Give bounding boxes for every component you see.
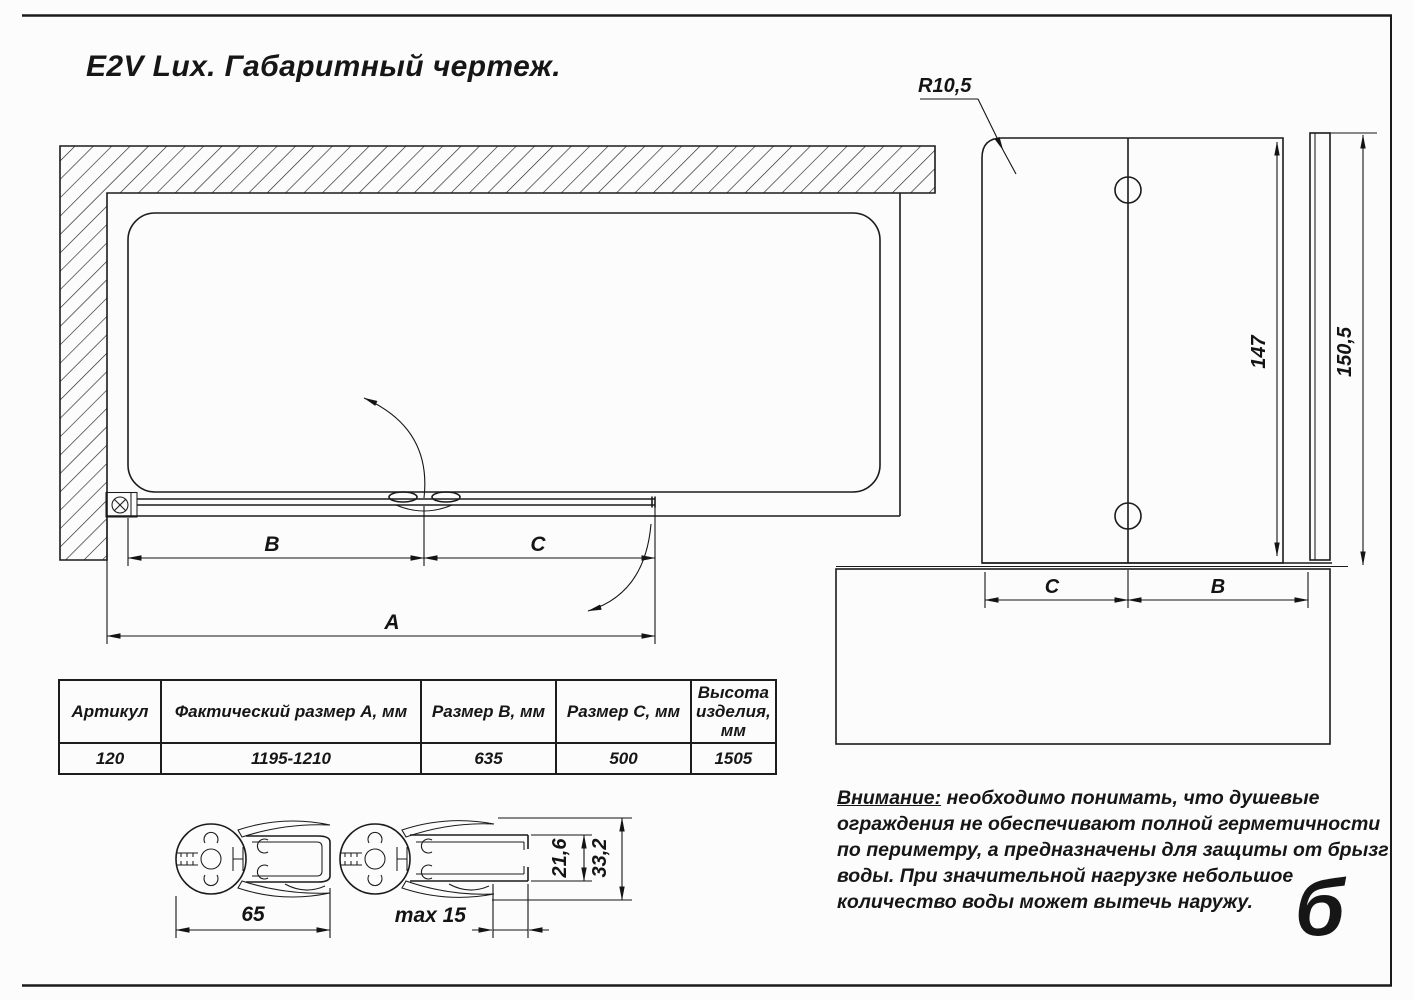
warning-label: Внимание: xyxy=(837,787,942,809)
col-header-size-a: Фактический размер А, мм xyxy=(161,680,421,743)
bathtub-inner-rim xyxy=(128,213,880,492)
dim-label-max15: max 15 xyxy=(394,904,466,927)
dim-label-front-b: В xyxy=(1210,576,1226,598)
dim-label-147: 147 xyxy=(1248,335,1270,369)
plan-extension-lines xyxy=(107,506,655,644)
wall-hatch xyxy=(60,146,935,560)
spec-table xyxy=(58,679,777,775)
profile-section-1 xyxy=(176,821,330,938)
front-extension-lines xyxy=(985,570,1308,608)
dim-label-150: 150,5 xyxy=(1334,326,1356,378)
door-swing-arc-outward xyxy=(588,524,651,611)
col-header-size-b: Размер В, мм xyxy=(421,680,556,743)
wall-profile-strip xyxy=(1310,133,1330,560)
cell-size-c: 500 xyxy=(556,743,691,774)
dim-label-65: 65 xyxy=(241,903,265,926)
dim-label-332: 33,2 xyxy=(589,838,611,878)
dim-label-b: B xyxy=(264,533,280,556)
spec-table-header-row xyxy=(59,680,776,743)
cell-size-b: 635 xyxy=(421,743,556,774)
dim-label-216: 21,6 xyxy=(549,838,571,878)
warning-text: необходимо понимать, что душевые ограждения не обеспечивают полной герметичности по периметру, а предназначены для защиты от брызг воды. При значительной нагрузке небольшое количество воды может вытечь наружу. xyxy=(837,787,1389,913)
page-title: E2V Lux. Габаритный чертеж. xyxy=(86,50,562,83)
plan-view xyxy=(60,146,935,644)
spec-table-value-row xyxy=(59,743,776,774)
cell-article: 120 xyxy=(59,743,161,774)
dim-label-a: A xyxy=(384,611,400,634)
sheet-letter: б xyxy=(1295,863,1345,952)
bathtub-front xyxy=(836,569,1330,744)
door-swing-arc-inward xyxy=(364,398,425,498)
cell-size-a: 1195-1210 xyxy=(161,743,421,774)
col-header-article: Артикул xyxy=(59,680,161,743)
bathtub-outer-rim xyxy=(107,193,900,516)
dim-label-radius: R10,5 xyxy=(918,75,972,97)
dim-label-front-c: С xyxy=(1044,576,1060,598)
col-header-height: Высота изделия, мм xyxy=(691,680,776,743)
profile-section-2 xyxy=(340,818,632,938)
col-header-size-c: Размер С, мм xyxy=(556,680,691,743)
wall-bracket xyxy=(106,493,137,518)
cell-height: 1505 xyxy=(691,743,776,774)
profile-sections xyxy=(176,818,632,938)
dim-label-c: C xyxy=(530,533,546,556)
